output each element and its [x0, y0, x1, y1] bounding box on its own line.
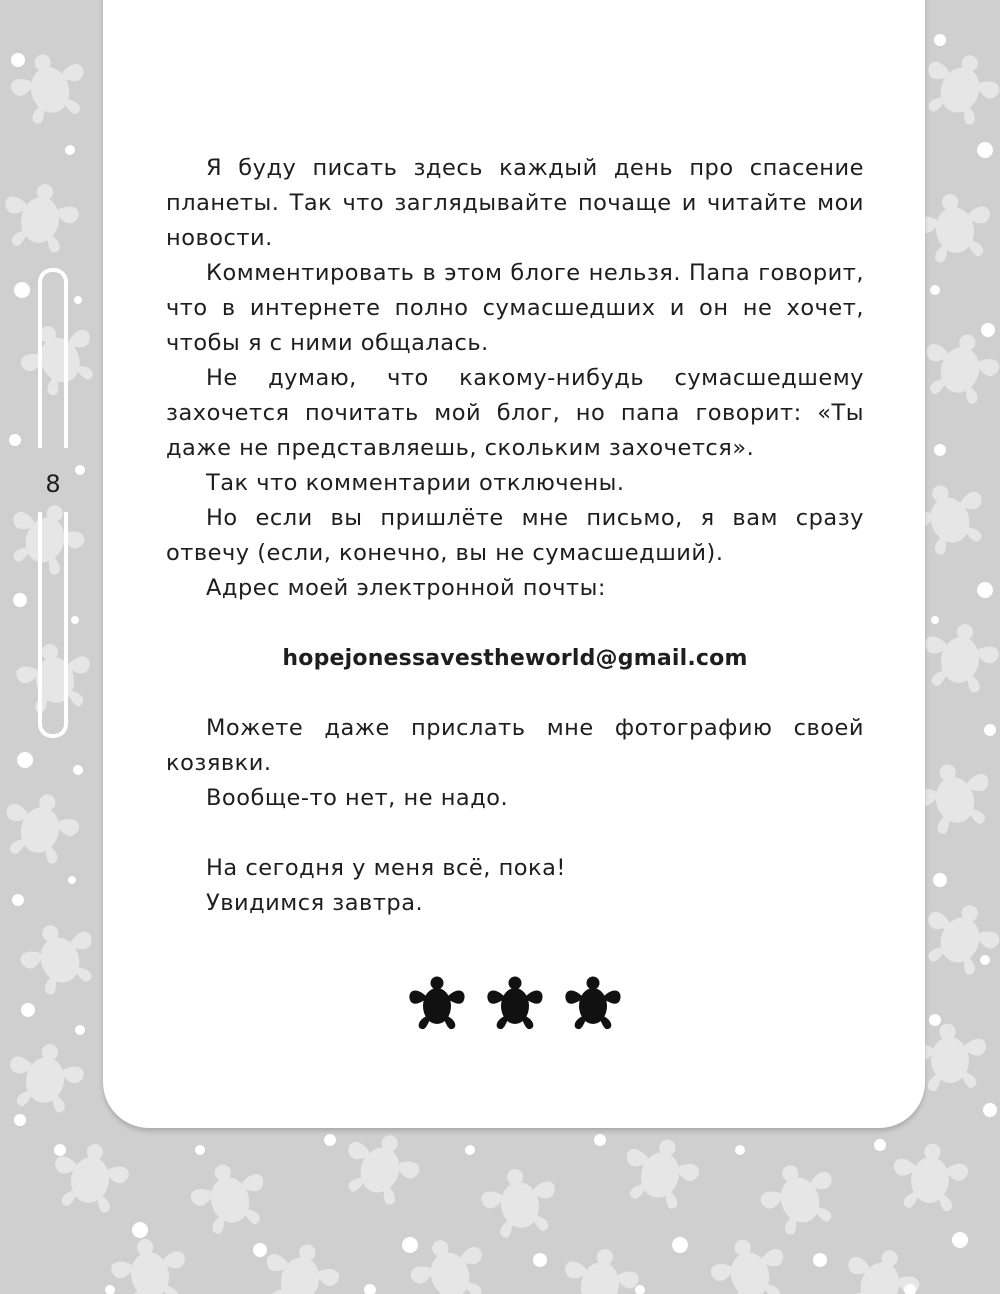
pattern-dot — [933, 873, 947, 887]
pattern-turtle-icon — [890, 1140, 970, 1212]
pattern-turtle-icon — [915, 893, 1000, 981]
pattern-dot — [65, 145, 75, 155]
pattern-dot — [105, 1285, 115, 1294]
pattern-dot — [874, 1139, 886, 1151]
pattern-turtle-icon — [403, 1228, 496, 1294]
pattern-dot — [594, 1134, 606, 1146]
paragraph: Не думаю, что какому-нибудь сумасшедшему захочется почитать мой блог, но папа говорит: «Ты даже не представляешь, скольким захочется». — [166, 365, 864, 461]
pattern-dot — [635, 1285, 645, 1294]
pattern-dot — [981, 323, 995, 337]
pattern-dot — [17, 752, 33, 768]
paragraph: Я буду писать здесь каждый день про спасение планеты. Так что заглядывайте почаще и читайте мои новости. — [166, 155, 864, 251]
pattern-turtle-icon — [915, 43, 1000, 131]
pattern-dot — [75, 465, 85, 475]
pattern-dot — [74, 296, 82, 304]
side-tab-lower — [38, 512, 68, 738]
pattern-dot — [11, 53, 25, 67]
paragraph: Комментировать в этом блоге нельзя. Папа говорит, что в интернете полно сумасшедших и он не хочет, чтобы я с ними общалась. — [166, 260, 864, 356]
pattern-dot — [533, 1253, 547, 1267]
pattern-dot — [465, 1145, 475, 1155]
pattern-turtle-icon — [0, 178, 83, 256]
pattern-dot — [132, 1222, 148, 1238]
pattern-dot — [75, 1025, 85, 1035]
pattern-dot — [71, 616, 79, 624]
blog-text — [166, 151, 864, 921]
pattern-dot — [195, 1145, 205, 1155]
pattern-dot — [9, 434, 21, 446]
pattern-turtle-icon — [256, 1235, 345, 1294]
pattern-dot — [364, 1284, 376, 1294]
pattern-dot — [735, 1145, 745, 1155]
pattern-dot — [68, 876, 76, 884]
pattern-dot — [73, 765, 83, 775]
turtle-icon — [409, 977, 464, 1030]
turtle-ornament — [400, 962, 630, 1042]
pattern-dot — [929, 1014, 941, 1026]
pattern-dot — [14, 282, 30, 298]
pattern-dot — [934, 444, 946, 456]
pattern-dot — [14, 1114, 26, 1126]
pattern-turtle-icon — [916, 325, 1000, 408]
pattern-turtle-icon — [335, 1123, 428, 1211]
pattern-dot — [931, 616, 939, 624]
pattern-turtle-icon — [558, 1243, 643, 1294]
pattern-dot — [12, 894, 24, 906]
pattern-dot — [930, 285, 940, 295]
pattern-turtle-icon — [753, 1153, 846, 1241]
pattern-dot — [977, 142, 993, 158]
pattern-dot — [402, 1237, 418, 1253]
closing-line: Увидимся завтра. — [206, 890, 424, 916]
page-number: 8 — [45, 470, 61, 498]
turtle-icon — [565, 977, 620, 1030]
pattern-dot — [934, 34, 946, 46]
pattern-turtle-icon — [477, 1163, 562, 1241]
pattern-dot — [21, 1003, 35, 1017]
side-tab-upper — [38, 268, 68, 448]
pattern-dot — [984, 724, 996, 736]
pattern-turtle-icon — [3, 1038, 88, 1116]
turtle-icon — [487, 977, 542, 1030]
pattern-dot — [813, 1253, 827, 1267]
paragraph: Адрес моей электронной почты: — [206, 575, 606, 601]
pattern-dot — [324, 1134, 336, 1146]
paragraph: Так что комментарии отключены. — [206, 470, 625, 496]
pattern-turtle-icon — [107, 1233, 192, 1294]
pattern-dot — [253, 1243, 267, 1257]
paragraph: Можете даже прислать мне фотографию своей козявки. — [166, 715, 864, 776]
paragraph: Но если вы пришлёте мне письмо, я вам сразу отвечу (если, конечно, вы не сумасшедший). — [166, 505, 864, 566]
pattern-turtle-icon — [705, 1230, 794, 1294]
email-address: hopejonessavestheworld@gmail.com — [282, 646, 748, 671]
pattern-dot — [54, 1144, 66, 1156]
pattern-dot — [13, 593, 27, 607]
closing-line: На сегодня у меня всё, пока! — [206, 855, 566, 881]
pattern-turtle-icon — [0, 785, 85, 868]
pattern-dot — [983, 1103, 997, 1117]
pattern-turtle-icon — [616, 1130, 705, 1213]
pattern-turtle-icon — [185, 1155, 274, 1238]
pattern-turtle-icon — [13, 913, 106, 1001]
pattern-dot — [952, 1232, 968, 1248]
paragraph: Вообще-то нет, не надо. — [206, 785, 509, 811]
pattern-dot — [672, 1237, 688, 1253]
pattern-dot — [977, 582, 993, 598]
pattern-turtle-icon — [918, 618, 1000, 696]
pattern-dot — [980, 955, 990, 965]
